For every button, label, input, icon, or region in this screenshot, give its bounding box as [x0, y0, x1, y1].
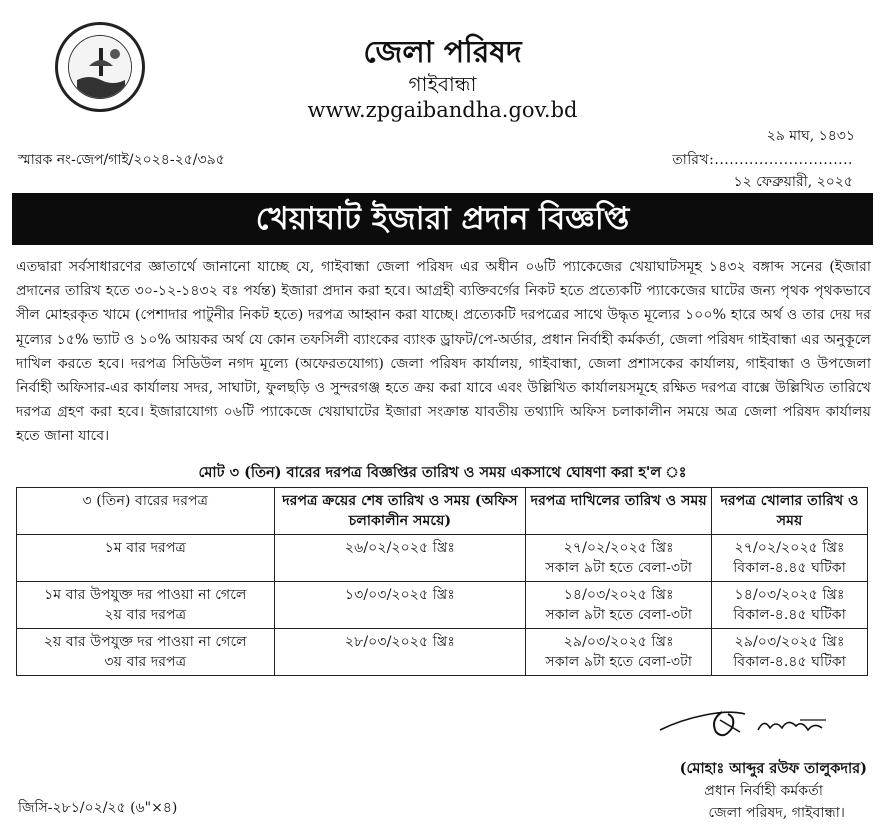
org-title: জেলা পরিষদ: [363, 35, 522, 70]
round-label: [17, 582, 275, 629]
opening-date: ১৪/০৩/২০২৫ খ্রিঃ: [734, 587, 845, 603]
purchase-deadline: ২৬/০২/২০২৫ খ্রিঃ: [274, 535, 526, 582]
round-label-line: ২য় বার দরপত্র: [104, 607, 187, 623]
submission-date: ২৭/০২/২০২৫ খ্রিঃ: [563, 540, 674, 556]
header-submission: দরপত্র দাখিলের তারিখ ও সময়: [526, 488, 712, 535]
org-website: www.zpgaibandha.gov.bd: [307, 98, 578, 122]
purchase-deadline: ১৩/০৩/২০২৫ খ্রিঃ: [274, 582, 526, 629]
date-label: তারিখ:............................: [672, 152, 853, 168]
date-bengali: ২৯ মাঘ, ১৪৩১: [766, 128, 855, 144]
round-label: [17, 629, 275, 676]
opening-datetime: [712, 582, 868, 629]
opening-time: বিকাল-৪.৪৫ ঘটিকা: [733, 654, 846, 670]
notice-banner: খেয়াঘাট ইজারা প্রদান বিজ্ঞপ্তি: [12, 193, 873, 245]
opening-date: ২৭/০২/২০২৫ খ্রিঃ: [734, 540, 845, 556]
header-purchase-deadline: দরপত্র ক্রয়ের শেষ তারিখ ও সময় (অফিস চলাকালীন সময়ে): [274, 488, 526, 535]
letterhead: [0, 0, 885, 190]
notice-body: এতদ্বারা সর্বসাধারণের জ্ঞাতার্থে জানানো যাচ্ছে যে, গাইবান্ধা জেলা পরিষদ এর অধীন ০৬টি প্যাকেজের খেয়াঘাটসমূহ ১৪৩২ বঙ্গাব্দ সনের (ইজারা প্রদানের তারিখ হতে ৩০-১২-১৪৩২ বঃ পর্যন্ত) ইজারা প্রদান করা হবে। আগ্রহী ব্যক্তিবর্গের নিকট হতে প্রত্যেকটি প্যাকেজের ঘাটের জন্য পৃথক পৃথকভাবে সীল মোহরকৃত খামে (পেশাদার পাটুনীর নিকট হতে) দরপত্র আহ্বান করা যাচ্ছে। প্রত্যেকটি দরপত্রের সাথে উদ্ধৃত মূল্যের ১০০% হারে অর্থ ও তার দেয় দর মূল্যের ১৫% ভ্যাট ও ১০% আয়কর অর্থ যে কোন তফসিলী ব্যাংকের ব্যাংক ড্রাফট/পে-অর্ডার, প্রধান নির্বাহী কর্মকর্তা, জেলা পরিষদ গাইবান্ধা এর অনুকূলে দাখিল করতে হবে। দরপত্র সিডিউল নগদ মূল্যে (অফেরতযোগ্য) জেলা পরিষদ কার্যালয়, গাইবান্ধা, জেলা প্রশাসকের কার্যালয়, গাইবান্ধা ও উপজেলা নির্বাহী অফিসার-এর কার্যালয় সদর, সাঘাটা, ফুলছড়ি ও সুন্দরগঞ্জ হতে ক্রয় করা যাবে এবং উল্লিখিত কার্যালয়সমূহে রক্ষিত দরপত্র বাক্সে উল্লিখিত তারিখে দরপত্র গ্রহণ করা হবে। ইজারাযোগ্য ০৬টি প্যাকেজে খেয়াঘাটের ইজারা সংক্রান্ত যাবতীয় তথ্যাদি অফিস চলাকালীন সময়ে অত্র জেলা পরিষদ কার্যালয় হতে জানা যাবে।: [16, 259, 871, 445]
opening-datetime: [712, 535, 868, 582]
round-label-line: ১ম বার উপযুক্ত দর পাওয়া না গেলে: [44, 587, 247, 603]
purchase-deadline: ২৮/০৩/২০২৫ খ্রিঃ: [274, 629, 526, 676]
submission-datetime: [526, 535, 712, 582]
table-row: [17, 629, 868, 676]
submission-time: সকাল ৯টা হতে বেলা-৩টা: [545, 607, 692, 623]
tender-schedule-table: [16, 487, 868, 676]
opening-time: বিকাল-৪.৪৫ ঘটিকা: [733, 607, 846, 623]
signatory-office: জেলা পরিষদ, গাইবান্ধা।: [708, 805, 845, 821]
submission-date: ২৯/০৩/২০২৫ খ্রিঃ: [563, 634, 674, 650]
date-gregorian: ১২ ফেব্রুয়ারী, ২০২৫: [733, 174, 853, 190]
round-label-line: ১ম বার দরপত্র: [104, 540, 186, 556]
opening-date: ২৯/০৩/২০২৫ খ্রিঃ: [734, 634, 845, 650]
opening-time: বিকাল-৪.৪৫ ঘটিকা: [733, 560, 846, 576]
signatory-title: প্রধান নির্বাহী কর্মকর্তা: [704, 783, 823, 799]
opening-datetime: [712, 629, 868, 676]
table-header-row: [17, 488, 868, 535]
header-opening: দরপত্র খোলার তারিখ ও সময়: [712, 488, 868, 535]
handwritten-signature-icon: [650, 690, 870, 750]
round-label: [17, 535, 275, 582]
submission-time: সকাল ৯টা হতে বেলা-৩টা: [545, 654, 692, 670]
submission-datetime: [526, 582, 712, 629]
table-caption: মোট ৩ (তিন) বারের দরপত্র বিজ্ঞপ্তির তারিখ ও সময় একসাথে ঘোষণা করা হ'ল ঃ: [198, 464, 687, 481]
signatory-name: (মোহাঃ আব্দুর রউফ তালুকদার): [679, 760, 867, 777]
round-label-line: ৩য় বার দরপত্র: [104, 654, 187, 670]
memo-number: স্মারক নং-জেপ/গাই/২০২৪-২৫/৩৯৫: [18, 152, 225, 168]
print-code: জিসি-২৮১/০২/২৫ (৬"×৪): [18, 800, 178, 816]
table-row: [17, 535, 868, 582]
header-round: ৩ (তিন) বারের দরপত্র: [17, 488, 275, 535]
submission-time: সকাল ৯টা হতে বেলা-৩টা: [545, 560, 692, 576]
org-district: গাইবান্ধা: [408, 72, 477, 96]
submission-datetime: [526, 629, 712, 676]
submission-date: ১৪/০৩/২০২৫ খ্রিঃ: [563, 587, 674, 603]
table-row: [17, 582, 868, 629]
round-label-line: ২য় বার উপযুক্ত দর পাওয়া না গেলে: [43, 634, 247, 650]
